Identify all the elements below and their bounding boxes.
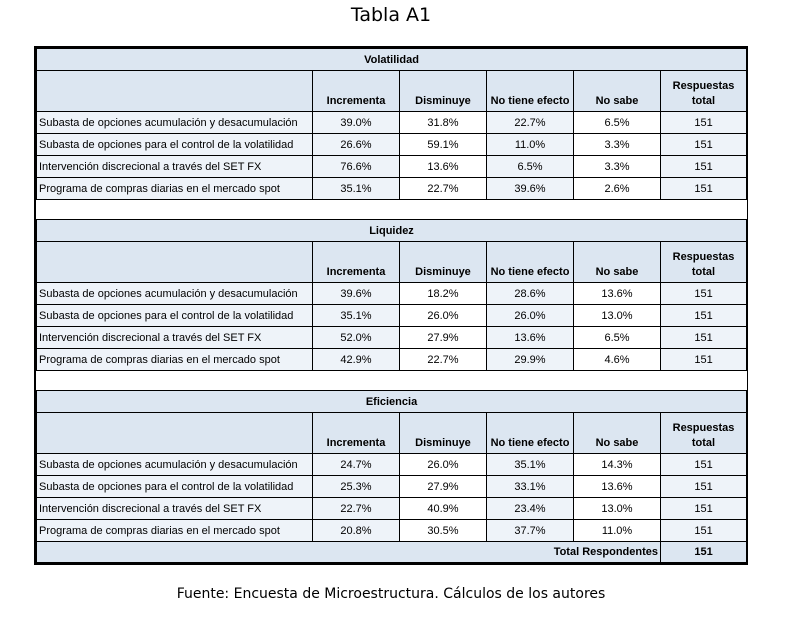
col-respuestas-line2: total: [691, 437, 716, 449]
table-cell: 25.3%: [313, 476, 400, 498]
col-disminuye: Disminuye: [400, 71, 487, 112]
table-cell: 26.6%: [313, 134, 400, 156]
spacer-cell: [37, 371, 747, 391]
section-title: Eficiencia: [37, 391, 747, 413]
col-disminuye: Disminuye: [400, 413, 487, 454]
row-label: Intervención discrecional a través del SET FX: [37, 156, 313, 178]
table-cell: 37.7%: [487, 520, 574, 542]
table-row: [37, 305, 747, 327]
col-no-tiene-efecto: No tiene efecto: [487, 242, 574, 283]
table-row: [37, 156, 747, 178]
section-title: Volatilidad: [37, 49, 747, 71]
table-cell: 151: [661, 178, 747, 200]
table-cell: 26.0%: [400, 305, 487, 327]
col-respuestas-total: [661, 71, 747, 112]
col-no-tiene-efecto: No tiene efecto: [487, 413, 574, 454]
section-title: Liquidez: [37, 220, 747, 242]
table-cell: 151: [661, 498, 747, 520]
table-cell: 13.6%: [487, 327, 574, 349]
column-header-row: [37, 413, 747, 454]
col-respuestas-total: [661, 242, 747, 283]
table-cell: 11.0%: [574, 520, 661, 542]
row-label: Subasta de opciones acumulación y desacumulación: [37, 283, 313, 305]
col-incrementa: Incrementa: [313, 71, 400, 112]
table-title: Tabla A1: [350, 4, 432, 26]
table-cell: 39.6%: [487, 178, 574, 200]
table-cell: 24.7%: [313, 454, 400, 476]
header-blank-cell: [37, 242, 313, 283]
table-cell: 151: [661, 156, 747, 178]
col-respuestas-line1: Respuestas: [672, 80, 735, 92]
table-cell: 31.8%: [400, 112, 487, 134]
table-row: [37, 112, 747, 134]
section-header-row: [37, 220, 747, 242]
col-respuestas-line1: Respuestas: [672, 422, 735, 434]
section-spacer: [37, 371, 747, 391]
table-cell: 23.4%: [487, 498, 574, 520]
total-row: [37, 542, 747, 563]
col-respuestas-line2: total: [691, 266, 716, 278]
table-cell: 40.9%: [400, 498, 487, 520]
row-label: Subasta de opciones para el control de la volatilidad: [37, 134, 313, 156]
table-row: [37, 349, 747, 371]
source-note: Fuente: Encuesta de Microestructura. Cálculos de los autores: [176, 586, 606, 602]
table-cell: 22.7%: [487, 112, 574, 134]
table-cell: 6.5%: [574, 112, 661, 134]
total-value: 151: [661, 542, 747, 563]
table-cell: 151: [661, 349, 747, 371]
table-cell: 151: [661, 134, 747, 156]
survey-table: [36, 48, 747, 563]
table-cell: 14.3%: [574, 454, 661, 476]
col-no-sabe: No sabe: [574, 71, 661, 112]
total-label: Total Respondentes: [37, 542, 661, 563]
table-cell: 151: [661, 305, 747, 327]
table-cell: 27.9%: [400, 327, 487, 349]
table-row: [37, 327, 747, 349]
section-spacer: [37, 200, 747, 220]
data-table: [34, 46, 748, 565]
table-cell: 151: [661, 476, 747, 498]
table-cell: 22.7%: [400, 178, 487, 200]
table-cell: 3.3%: [574, 156, 661, 178]
table-cell: 35.1%: [487, 454, 574, 476]
table-cell: 151: [661, 283, 747, 305]
table-cell: 26.0%: [400, 454, 487, 476]
table-cell: 151: [661, 520, 747, 542]
col-incrementa: Incrementa: [313, 242, 400, 283]
table-cell: 20.8%: [313, 520, 400, 542]
table-cell: 18.2%: [400, 283, 487, 305]
table-cell: 30.5%: [400, 520, 487, 542]
header-blank-cell: [37, 71, 313, 112]
column-header-row: [37, 242, 747, 283]
col-respuestas-line1: Respuestas: [672, 251, 735, 263]
spacer-cell: [37, 200, 747, 220]
column-header-row: [37, 71, 747, 112]
table-row: [37, 520, 747, 542]
col-no-sabe: No sabe: [574, 413, 661, 454]
table-cell: 76.6%: [313, 156, 400, 178]
table-cell: 4.6%: [574, 349, 661, 371]
table-row: [37, 476, 747, 498]
table-cell: 52.0%: [313, 327, 400, 349]
row-label: Programa de compras diarias en el mercado spot: [37, 178, 313, 200]
table-cell: 28.6%: [487, 283, 574, 305]
table-cell: 59.1%: [400, 134, 487, 156]
row-label: Subasta de opciones acumulación y desacumulación: [37, 112, 313, 134]
table-row: [37, 283, 747, 305]
header-blank-cell: [37, 413, 313, 454]
row-label: Subasta de opciones para el control de la volatilidad: [37, 476, 313, 498]
table-cell: 26.0%: [487, 305, 574, 327]
row-label: Programa de compras diarias en el mercado spot: [37, 520, 313, 542]
table-cell: 151: [661, 454, 747, 476]
table-cell: 2.6%: [574, 178, 661, 200]
col-respuestas-total: [661, 413, 747, 454]
table-cell: 22.7%: [313, 498, 400, 520]
table-cell: 6.5%: [574, 327, 661, 349]
table-cell: 39.6%: [313, 283, 400, 305]
row-label: Subasta de opciones acumulación y desacumulación: [37, 454, 313, 476]
table-cell: 22.7%: [400, 349, 487, 371]
table-cell: 35.1%: [313, 305, 400, 327]
col-no-sabe: No sabe: [574, 242, 661, 283]
table-cell: 13.6%: [574, 476, 661, 498]
row-label: Subasta de opciones para el control de la volatilidad: [37, 305, 313, 327]
table-cell: 3.3%: [574, 134, 661, 156]
table-row: [37, 498, 747, 520]
table-cell: 13.0%: [574, 498, 661, 520]
table-cell: 39.0%: [313, 112, 400, 134]
table-cell: 6.5%: [487, 156, 574, 178]
col-no-tiene-efecto: No tiene efecto: [487, 71, 574, 112]
table-cell: 33.1%: [487, 476, 574, 498]
table-cell: 35.1%: [313, 178, 400, 200]
row-label: Programa de compras diarias en el mercado spot: [37, 349, 313, 371]
section-header-row: [37, 49, 747, 71]
table-cell: 151: [661, 112, 747, 134]
table-cell: 11.0%: [487, 134, 574, 156]
table-cell: 42.9%: [313, 349, 400, 371]
section-header-row: [37, 391, 747, 413]
row-label: Intervención discrecional a través del SET FX: [37, 498, 313, 520]
table-cell: 13.0%: [574, 305, 661, 327]
col-incrementa: Incrementa: [313, 413, 400, 454]
row-label: Intervención discrecional a través del SET FX: [37, 327, 313, 349]
table-row: [37, 454, 747, 476]
table-cell: 13.6%: [400, 156, 487, 178]
table-row: [37, 178, 747, 200]
col-respuestas-line2: total: [691, 95, 716, 107]
col-disminuye: Disminuye: [400, 242, 487, 283]
table-cell: 151: [661, 327, 747, 349]
table-cell: 29.9%: [487, 349, 574, 371]
table-cell: 27.9%: [400, 476, 487, 498]
table-row: [37, 134, 747, 156]
table-cell: 13.6%: [574, 283, 661, 305]
